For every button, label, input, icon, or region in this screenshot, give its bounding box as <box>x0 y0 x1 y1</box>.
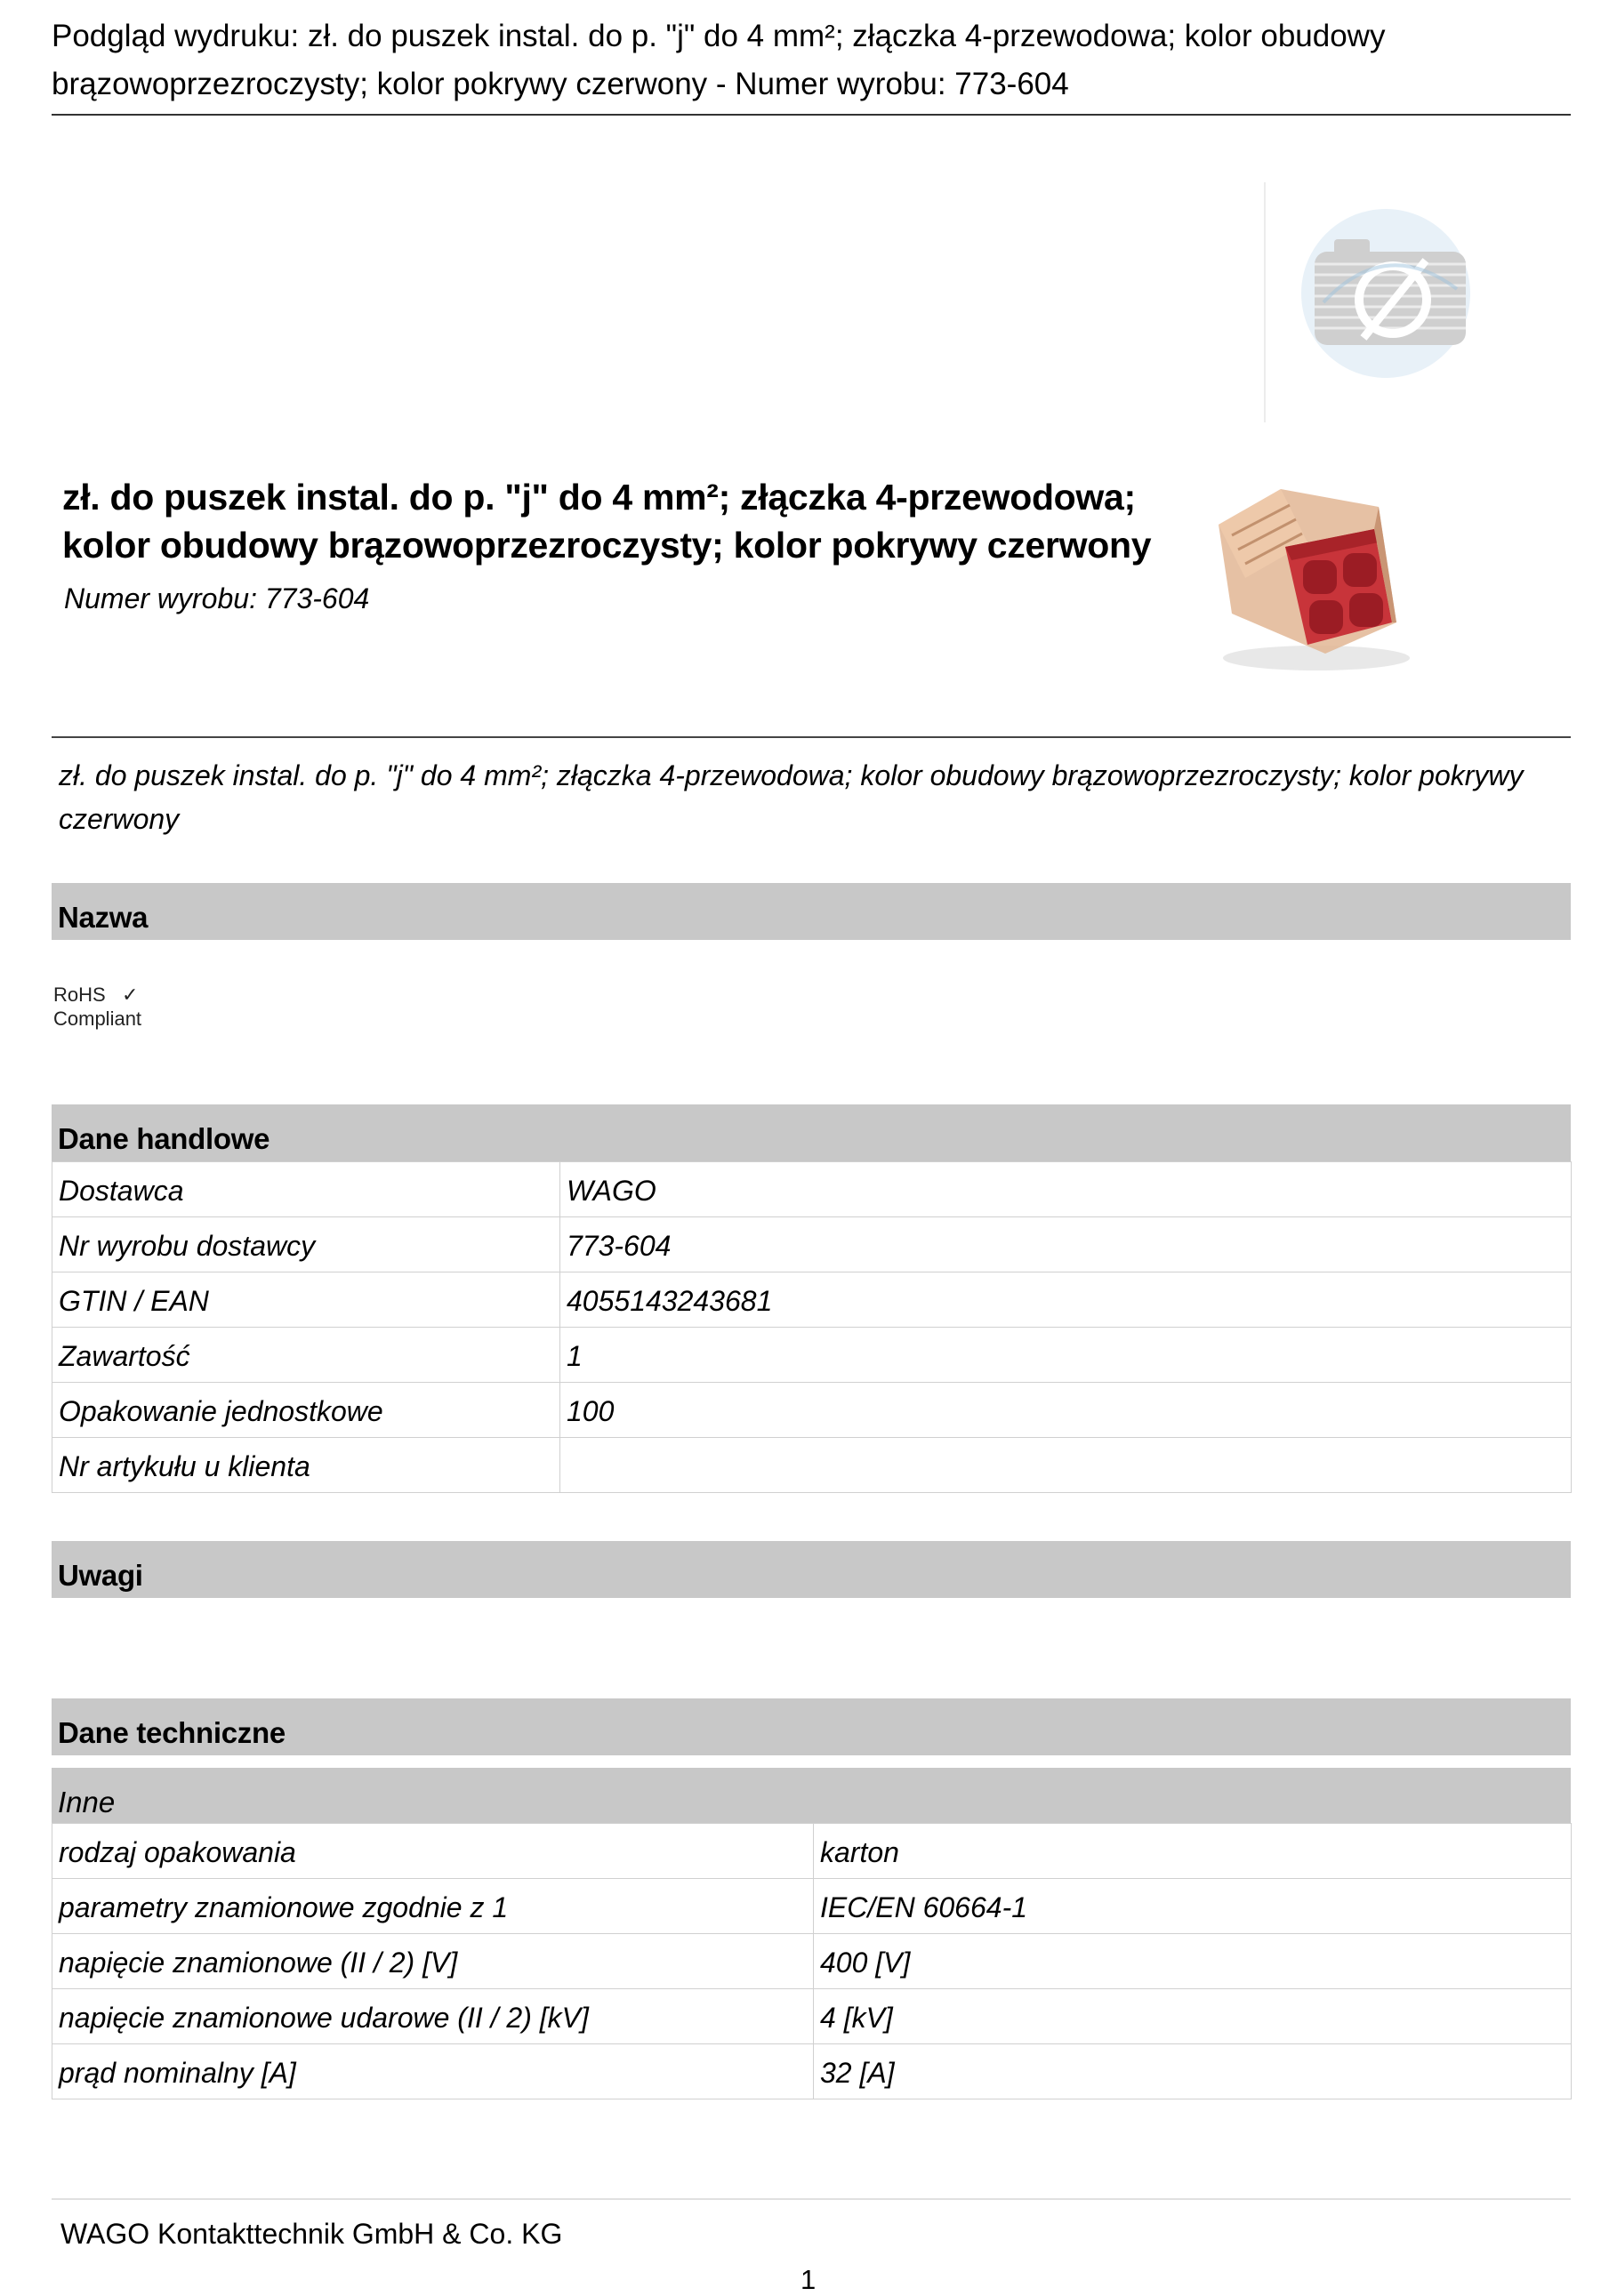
row-value: 1 <box>560 1328 1572 1383</box>
row-value: 400 [V] <box>814 1934 1572 1989</box>
row-value <box>560 1438 1572 1493</box>
table-row <box>52 1328 1572 1383</box>
row-value: 4 [kV] <box>814 1989 1572 2044</box>
row-label: Opakowanie jednostkowe <box>52 1383 560 1438</box>
row-label: Nr wyrobu dostawcy <box>52 1217 560 1272</box>
table-row <box>52 1879 1572 1934</box>
product-description: zł. do puszek instal. do p. "j" do 4 mm²; złączka 4-przewodowa; kolor obudowy brązowoprzezroczysty; kolor pokrywy czerwony <box>59 759 1524 835</box>
footer-company: WAGO Kontakttechnik GmbH & Co. KG <box>60 2218 563 2250</box>
rohs-compliant-badge <box>53 983 141 1031</box>
row-value: IEC/EN 60664-1 <box>814 1879 1572 1934</box>
no-photo-icon <box>1261 182 1475 422</box>
checkmark-icon: ✓ <box>122 983 139 1006</box>
table-row <box>52 1934 1572 1989</box>
rohs-compliant-text: Compliant <box>53 1008 142 1030</box>
row-label: Zawartość <box>52 1328 560 1383</box>
row-value: 4055143243681 <box>560 1272 1572 1328</box>
row-label: GTIN / EAN <box>52 1272 560 1328</box>
product-number: Numer wyrobu: 773-604 <box>64 582 370 614</box>
row-label: napięcie znamionowe (II / 2) [V] <box>52 1934 814 1989</box>
row-label: rodzaj opakowania <box>52 1824 814 1879</box>
row-value: 100 <box>560 1383 1572 1438</box>
print-preview-header: Podgląd wydruku: zł. do puszek instal. do p. "j" do 4 mm²; złączka 4-przewodowa; kolor obudowy brązowoprzezroczysty; kolor pokrywy czerwony - Numer wyrobu: 773-604 <box>52 12 1571 116</box>
row-label: napięcie znamionowe udarowe (II / 2) [kV] <box>52 1989 814 2044</box>
subsection-heading-inne: Inne <box>52 1768 1571 1823</box>
section-heading-nazwa: Nazwa <box>52 883 1571 940</box>
section-heading-uwagi: Uwagi <box>52 1541 1571 1598</box>
table-row <box>52 1824 1572 1879</box>
row-value: 773-604 <box>560 1217 1572 1272</box>
row-label: Dostawca <box>52 1162 560 1217</box>
footer-divider <box>52 2198 1571 2200</box>
commercial-data-table <box>52 1161 1572 1493</box>
row-value: 32 [A] <box>814 2044 1572 2099</box>
table-row <box>52 1438 1572 1493</box>
table-row <box>52 1272 1572 1328</box>
row-label: parametry znamionowe zgodnie z 1 <box>52 1879 814 1934</box>
row-label: Nr artykułu u klienta <box>52 1438 560 1493</box>
row-value: WAGO <box>560 1162 1572 1217</box>
row-value: karton <box>814 1824 1572 1879</box>
product-title: zł. do puszek instal. do p. "j" do 4 mm²; złączka 4-przewodowa; kolor obudowy brązowoprzezroczysty; kolor pokrywy czerwony <box>62 477 1152 566</box>
section-heading-dane-handlowe: Dane handlowe <box>52 1104 1571 1161</box>
section-heading-dane-techniczne: Dane techniczne <box>52 1698 1571 1755</box>
table-row <box>52 1989 1572 2044</box>
technical-data-table <box>52 1823 1572 2099</box>
section-divider <box>52 736 1571 738</box>
table-row <box>52 2044 1572 2099</box>
table-row <box>52 1217 1572 1272</box>
rohs-label: RoHS <box>53 983 106 1006</box>
page-number: 1 <box>800 2264 817 2295</box>
connector-product-image <box>1192 471 1423 676</box>
table-row <box>52 1383 1572 1438</box>
row-label: prąd nominalny [A] <box>52 2044 814 2099</box>
table-row <box>52 1162 1572 1217</box>
